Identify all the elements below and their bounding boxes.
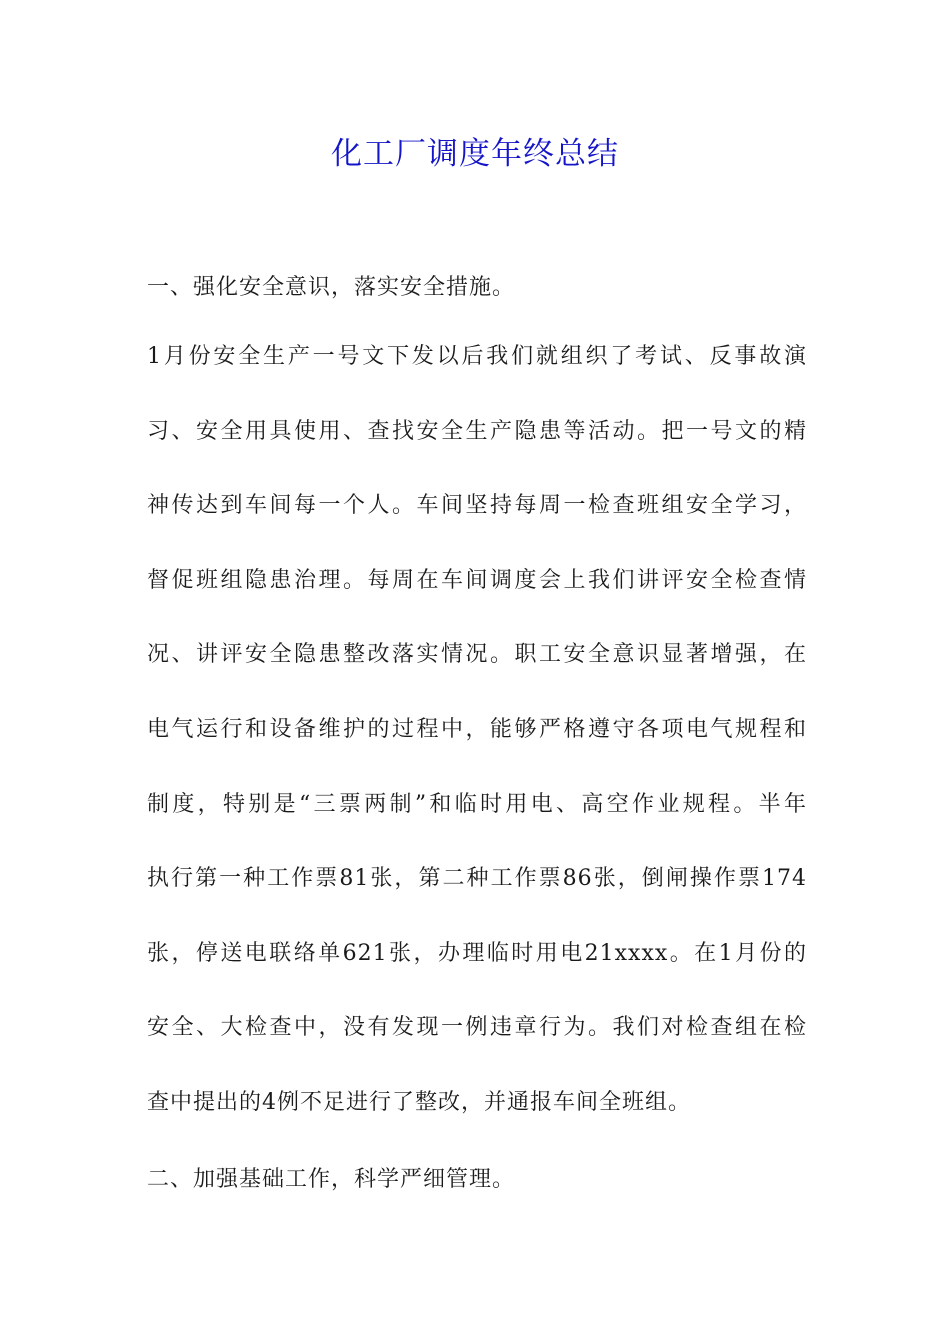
body-line: 况、讲评安全隐患整改落实情况。职工安全意识显著增强，在: [147, 642, 807, 668]
section-heading-2: 二、加强基础工作，科学严细管理。: [147, 1167, 516, 1192]
body-line: 张，停送电联络单621张，办理临时用电21xxxx。在1月份的: [147, 940, 807, 966]
body-line: 电气运行和设备维护的过程中，能够严格遵守各项电气规程和: [147, 716, 807, 742]
section-1-body: [147, 342, 807, 1163]
body-line: 安全、大检查中，没有发现一例违章行为。我们对检查组在检: [147, 1015, 807, 1041]
body-line: 习、安全用具使用、查找安全生产隐患等活动。把一号文的精: [147, 418, 807, 444]
body-line: 1月份安全生产一号文下发以后我们就组织了考试、反事故演: [147, 344, 807, 369]
body-line: 神传达到车间每一个人。车间坚持每周一检查班组安全学习，: [147, 493, 807, 519]
body-line: 查中提出的4例不足进行了整改，并通报车间全班组。: [147, 1089, 691, 1115]
body-line: 制度，特别是“三票两制”和临时用电、高空作业规程。半年: [147, 791, 807, 817]
body-line: 督促班组隐患治理。每周在车间调度会上我们讲评安全检查情: [147, 567, 807, 593]
document-title: 化工厂调度年终总结: [331, 136, 619, 172]
section-heading-1: 一、强化安全意识，落实安全措施。: [147, 275, 516, 300]
body-line: 执行第一种工作票81张，第二种工作票86张，倒闸操作票174: [147, 866, 807, 892]
